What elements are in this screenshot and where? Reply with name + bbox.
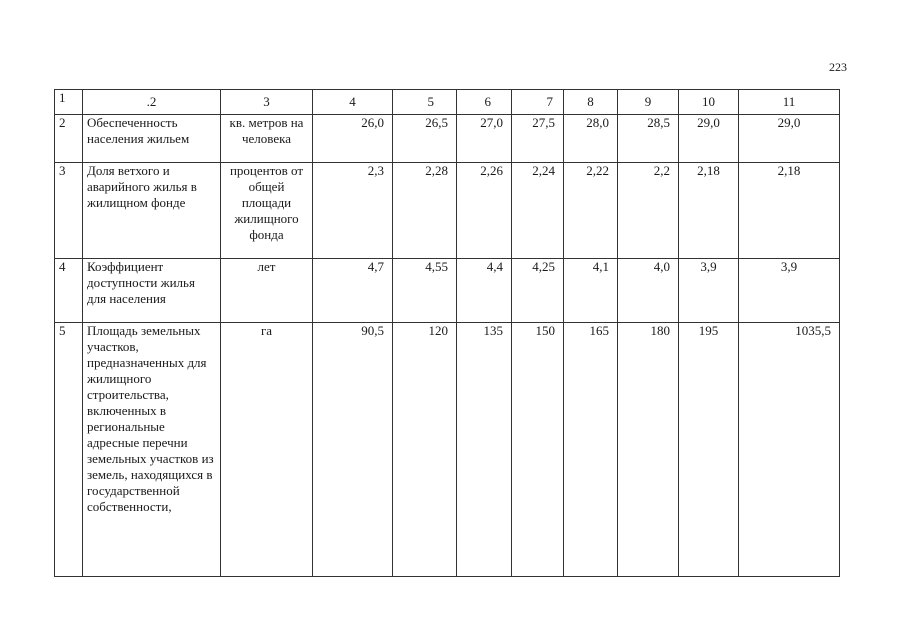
value-cell: 4,4 xyxy=(457,259,512,323)
header-cell: .2 xyxy=(83,90,221,115)
page-number: 223 xyxy=(829,60,847,74)
unit-cell: кв. метров на человека xyxy=(221,115,313,163)
table-row xyxy=(55,115,840,163)
value-cell: 2,18 xyxy=(679,163,739,259)
header-cell: 7 xyxy=(512,90,564,115)
table-row xyxy=(55,323,840,577)
indicator-name: Коэффициент доступности жилья для населения xyxy=(83,259,221,323)
value-cell: 4,7 xyxy=(313,259,393,323)
indicator-name: Обеспеченность населения жильем xyxy=(83,115,221,163)
value-cell: 2,22 xyxy=(564,163,618,259)
indicator-name: Доля ветхого и аварийного жилья в жилищном фонде xyxy=(83,163,221,259)
value-cell: 120 xyxy=(393,323,457,577)
value-cell: 4,1 xyxy=(564,259,618,323)
value-cell: 90,5 xyxy=(313,323,393,577)
unit-cell: процентов от общей площади жилищного фонда xyxy=(221,163,313,259)
value-cell: 3,9 xyxy=(679,259,739,323)
row-number: 2 xyxy=(55,115,83,163)
header-cell: 11 xyxy=(739,90,840,115)
table-row xyxy=(55,163,840,259)
header-cell: 8 xyxy=(564,90,618,115)
row-number: 3 xyxy=(55,163,83,259)
value-cell: 26,5 xyxy=(393,115,457,163)
value-cell: 2,18 xyxy=(739,163,840,259)
value-cell: 195 xyxy=(679,323,739,577)
value-cell: 135 xyxy=(457,323,512,577)
value-cell: 150 xyxy=(512,323,564,577)
value-cell: 4,25 xyxy=(512,259,564,323)
header-cell: 6 xyxy=(457,90,512,115)
unit-cell: га xyxy=(221,323,313,577)
value-cell: 28,0 xyxy=(564,115,618,163)
value-cell: 2,24 xyxy=(512,163,564,259)
value-cell: 180 xyxy=(618,323,679,577)
indicators-table xyxy=(54,89,840,577)
value-cell: 4,0 xyxy=(618,259,679,323)
value-cell: 26,0 xyxy=(313,115,393,163)
indicator-name: Площадь земельных участков, предназначенных для жилищного строительства, включенных в региональные адресные перечни земельных участков из земель, находящихся в государственной собственности, xyxy=(83,323,221,577)
unit-cell: лет xyxy=(221,259,313,323)
value-cell: 29,0 xyxy=(739,115,840,163)
row-number: 5 xyxy=(55,323,83,577)
value-cell: 2,3 xyxy=(313,163,393,259)
header-cell: 4 xyxy=(313,90,393,115)
value-cell: 2,26 xyxy=(457,163,512,259)
table-row xyxy=(55,259,840,323)
header-cell: 5 xyxy=(393,90,457,115)
value-cell: 27,5 xyxy=(512,115,564,163)
value-cell: 3,9 xyxy=(739,259,840,323)
value-cell: 28,5 xyxy=(618,115,679,163)
header-cell: 10 xyxy=(679,90,739,115)
value-cell: 1035,5 xyxy=(739,323,840,577)
value-cell: 4,55 xyxy=(393,259,457,323)
table-header-row xyxy=(55,90,840,115)
header-cell: 1 xyxy=(55,90,83,115)
value-cell: 29,0 xyxy=(679,115,739,163)
value-cell: 2,2 xyxy=(618,163,679,259)
header-cell: 9 xyxy=(618,90,679,115)
header-cell: 3 xyxy=(221,90,313,115)
value-cell: 2,28 xyxy=(393,163,457,259)
row-number: 4 xyxy=(55,259,83,323)
value-cell: 165 xyxy=(564,323,618,577)
value-cell: 27,0 xyxy=(457,115,512,163)
